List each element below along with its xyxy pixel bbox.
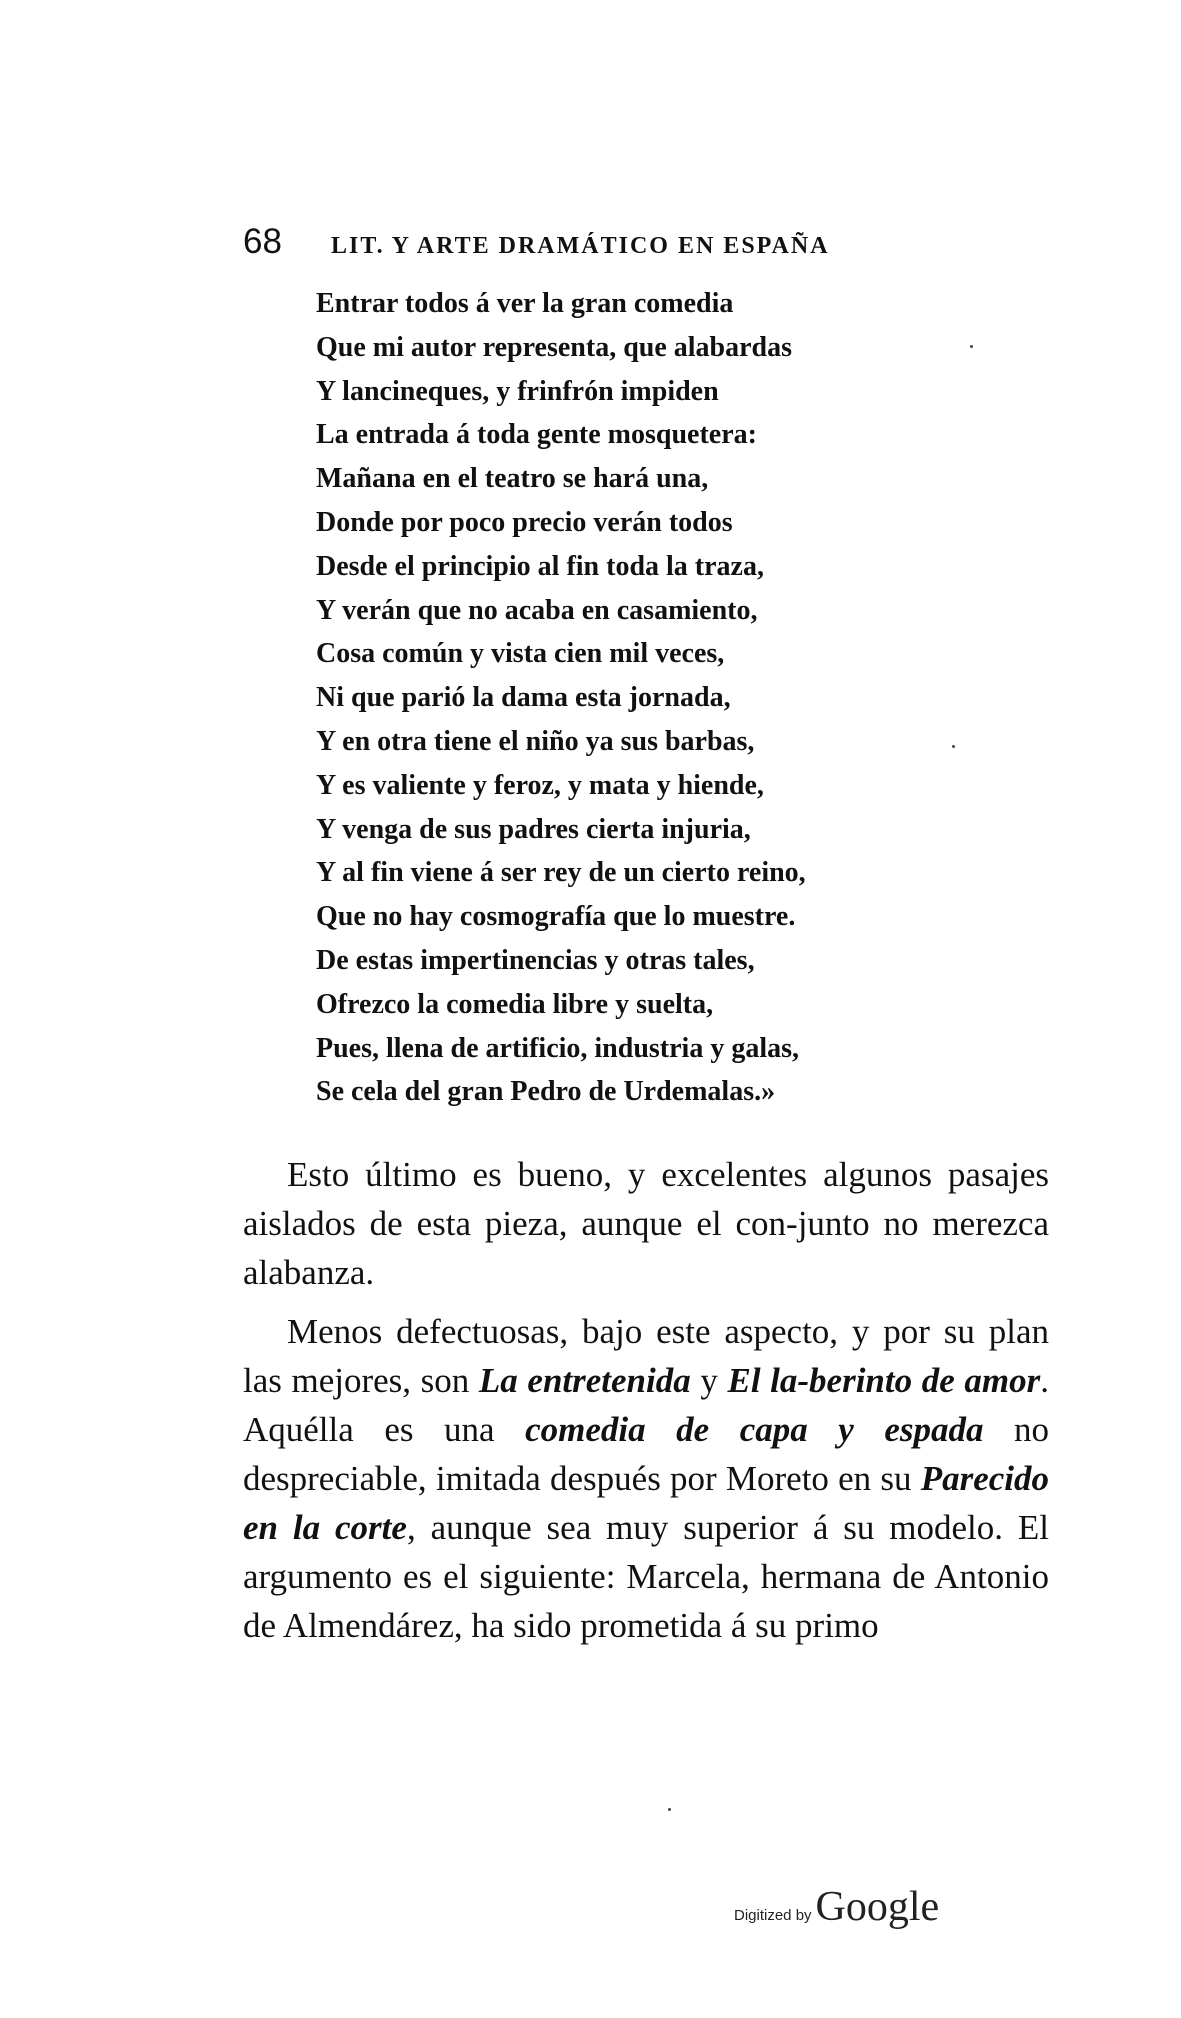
prose-block (243, 1150, 1049, 1650)
digitized-watermark (734, 1883, 939, 1943)
work-title-la-entretenida: La entretenida (478, 1361, 691, 1400)
paragraph-text: , aunque sea muy superior á su modelo. El argumento es el siguiente: Marcela, hermana de Antonio de Almendárez, ha sido prometida á su primo (243, 1508, 1050, 1645)
print-speck (668, 1808, 671, 1811)
paragraph-text: . Aquélla es una (243, 1361, 1049, 1449)
watermark-prefix: Digitized by (734, 1907, 812, 1924)
running-title: LIT. Y ARTE DRAMÁTICO EN ESPAÑA (331, 233, 830, 259)
print-speck (952, 745, 955, 748)
verse-line: Y es valiente y feroz, y mata y hiende, (316, 769, 764, 801)
verse-line: Cosa común y vista cien mil veces, (316, 638, 725, 670)
verse-line: Pues, llena de artificio, industria y galas, (316, 1032, 799, 1064)
verse-line: La entrada á toda gente mosquetera: (316, 419, 757, 451)
verse-block (316, 282, 956, 1114)
genre-term: comedia de capa y espada (525, 1410, 984, 1449)
verse-line: Y en otra tiene el niño ya sus barbas, (316, 725, 755, 757)
paragraph-text: Menos defectuosas, bajo este aspecto, y por su plan las mejores, son (243, 1312, 1049, 1400)
google-logo: Google (815, 1884, 940, 1930)
paragraph-1: Esto último es bueno, y excelentes algunos pasajes aislados de esta pieza, aunque el con-junto no merezca alabanza. (243, 1155, 1049, 1292)
work-title-el-laberinto-de-amor: El la-berinto de amor (727, 1361, 1041, 1400)
paragraph-text: y (690, 1361, 728, 1400)
verse-line: Y al fin viene á ser rey de un cierto reino, (316, 857, 806, 889)
verse-line: Ni que parió la dama esta jornada, (316, 682, 731, 714)
verse-line: Desde el principio al fin toda la traza, (316, 550, 764, 582)
page-number: 68 (243, 222, 282, 261)
verse-line: Y verán que no acaba en casamiento, (316, 594, 758, 626)
verse-line: Entrar todos á ver la gran comedia (316, 288, 734, 319)
verse-line: Que mi autor representa, que alabardas (316, 331, 793, 363)
print-speck (970, 345, 973, 348)
verse-line: Que no hay cosmografía que lo muestre. (316, 901, 796, 933)
verse-line: Donde por poco precio verán todos (316, 506, 733, 538)
work-title-parecido-en-la-corte: Parecido en la corte (243, 1459, 1049, 1547)
paragraph-2 (243, 1307, 1049, 1650)
verse-line: Ofrezco la comedia libre y suelta, (316, 988, 714, 1020)
verse-line: Mañana en el teatro se hará una, (316, 463, 709, 495)
verse-line: Y lancineques, y frinfrón impiden (316, 375, 719, 407)
verse-line: Y venga de sus padres cierta injuria, (316, 813, 751, 845)
verse-line: De estas impertinencias y otras tales, (316, 944, 755, 976)
paragraph-text: no despreciable, imitada después por Moreto en su (243, 1410, 1050, 1498)
running-head (243, 222, 1003, 262)
verse-line: Se cela del gran Pedro de Urdemalas.» (316, 1076, 776, 1108)
